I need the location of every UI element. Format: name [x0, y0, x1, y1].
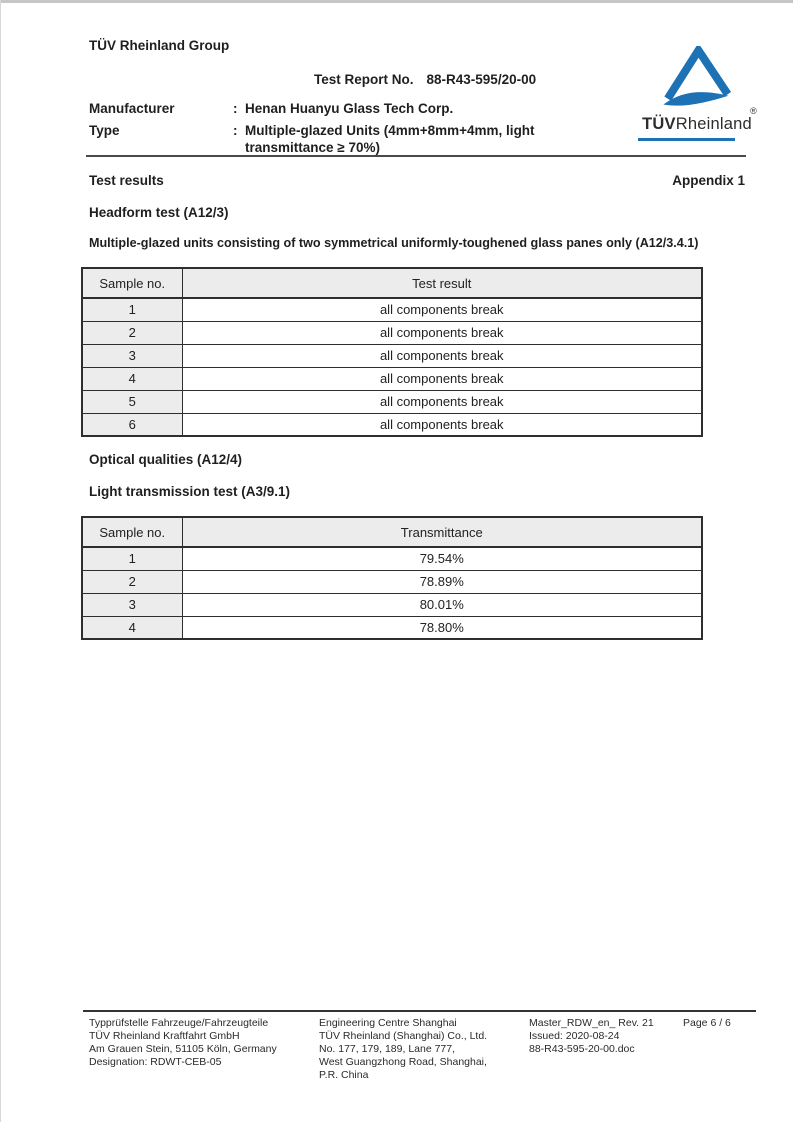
- footer-document-info: [529, 1017, 654, 1056]
- result-cell: 78.89%: [182, 570, 702, 593]
- sample-no-cell: 5: [82, 390, 182, 413]
- test-results-title: Test results: [89, 173, 164, 188]
- footer-line: TÜV Rheinland (Shanghai) Co., Ltd.: [319, 1030, 488, 1042]
- page-top-edge: [1, 0, 793, 3]
- result-cell: all components break: [182, 344, 702, 367]
- footer-page-number: [683, 1017, 731, 1030]
- type-value: Multiple-glazed Units (4mm+8mm+4mm, light transmittance ≥ 70%): [245, 123, 535, 155]
- result-cell: all components break: [182, 413, 702, 436]
- footer-line: Engineering Centre Shanghai: [319, 1017, 457, 1029]
- type-label: Type: [89, 123, 120, 138]
- tuv-rheinland-logo: [637, 46, 757, 141]
- table-row: [82, 367, 702, 390]
- table-header-row: [82, 517, 702, 547]
- footer-line: Am Grauen Stein, 51105 Köln, Germany: [89, 1043, 277, 1055]
- table-row: [82, 298, 702, 321]
- result-cell: 79.54%: [182, 547, 702, 570]
- footer-line: Issued: 2020-08-24: [529, 1030, 620, 1042]
- tuv-triangle-icon: [637, 46, 757, 106]
- table-row: [82, 344, 702, 367]
- field-separator: :: [233, 101, 238, 116]
- sample-no-cell: 1: [82, 298, 182, 321]
- sample-no-cell: 3: [82, 593, 182, 616]
- table-header-row: [82, 268, 702, 298]
- sample-no-cell: 4: [82, 367, 182, 390]
- headform-results-table: [81, 267, 703, 437]
- footer-divider: [83, 1010, 756, 1012]
- column-header: Test result: [182, 268, 702, 298]
- table-row: [82, 547, 702, 570]
- optical-qualities-title: Optical qualities (A12/4): [89, 452, 243, 467]
- footer-line: No. 177, 179, 189, Lane 777,: [319, 1043, 456, 1055]
- report-number-label: Test Report No.: [314, 72, 414, 87]
- column-header: Transmittance: [182, 517, 702, 547]
- footer-address-shanghai: [319, 1017, 487, 1082]
- result-cell: all components break: [182, 390, 702, 413]
- manufacturer-label: Manufacturer: [89, 101, 175, 116]
- table-row: [82, 390, 702, 413]
- sample-no-cell: 1: [82, 547, 182, 570]
- logo-wordmark: [637, 106, 757, 134]
- header-divider: [86, 155, 746, 157]
- sample-no-cell: 3: [82, 344, 182, 367]
- table-row: [82, 570, 702, 593]
- result-cell: all components break: [182, 321, 702, 344]
- footer-line: TÜV Rheinland Kraftfahrt GmbH: [89, 1030, 240, 1042]
- table-row: [82, 616, 702, 639]
- logo-text-tuv: TÜV: [642, 115, 676, 133]
- sample-no-cell: 4: [82, 616, 182, 639]
- logo-text-rheinland: Rheinland: [675, 115, 752, 133]
- company-name: TÜV Rheinland Group: [89, 38, 230, 53]
- footer-address-cologne: [89, 1017, 277, 1069]
- type-field: [89, 123, 545, 156]
- report-number-line: [314, 72, 536, 87]
- page-footer: [89, 1017, 756, 1087]
- appendix-label: Appendix 1: [672, 173, 745, 188]
- sample-no-cell: 2: [82, 321, 182, 344]
- result-cell: all components break: [182, 367, 702, 390]
- footer-line: Master_RDW_en_ Rev. 21: [529, 1017, 654, 1029]
- headform-test-title: Headform test (A12/3): [89, 205, 229, 220]
- result-cell: all components break: [182, 298, 702, 321]
- footer-line: West Guangzhong Road, Shanghai,: [319, 1056, 487, 1068]
- sample-no-cell: 2: [82, 570, 182, 593]
- report-number-value: 88-R43-595/20-00: [426, 72, 537, 87]
- registered-trademark-icon: ®: [750, 106, 757, 116]
- light-transmission-title: Light transmission test (A3/9.1): [89, 484, 291, 499]
- sample-no-cell: 6: [82, 413, 182, 436]
- footer-line: Page 6 / 6: [683, 1017, 731, 1029]
- table-row: [82, 321, 702, 344]
- manufacturer-field: [89, 101, 545, 118]
- footer-line: Typprüfstelle Fahrzeuge/Fahrzeugteile: [89, 1017, 269, 1029]
- field-separator: :: [233, 123, 238, 138]
- headform-test-subtitle: Multiple-glazed units consisting of two symmetrical uniformly-toughened glass panes only (A12/3.4.1): [89, 236, 699, 250]
- column-header: Sample no.: [82, 268, 182, 298]
- table-row: [82, 413, 702, 436]
- footer-line: 88-R43-595-20-00.doc: [529, 1043, 635, 1055]
- footer-line: P.R. China: [319, 1069, 369, 1081]
- result-cell: 80.01%: [182, 593, 702, 616]
- table-row: [82, 593, 702, 616]
- results-header-row: [89, 173, 745, 188]
- transmittance-results-table: [81, 516, 703, 640]
- logo-underline: [638, 138, 735, 141]
- manufacturer-value: Henan Huanyu Glass Tech Corp.: [245, 101, 454, 116]
- footer-line: Designation: RDWT-CEB-05: [89, 1056, 222, 1068]
- result-cell: 78.80%: [182, 616, 702, 639]
- column-header: Sample no.: [82, 517, 182, 547]
